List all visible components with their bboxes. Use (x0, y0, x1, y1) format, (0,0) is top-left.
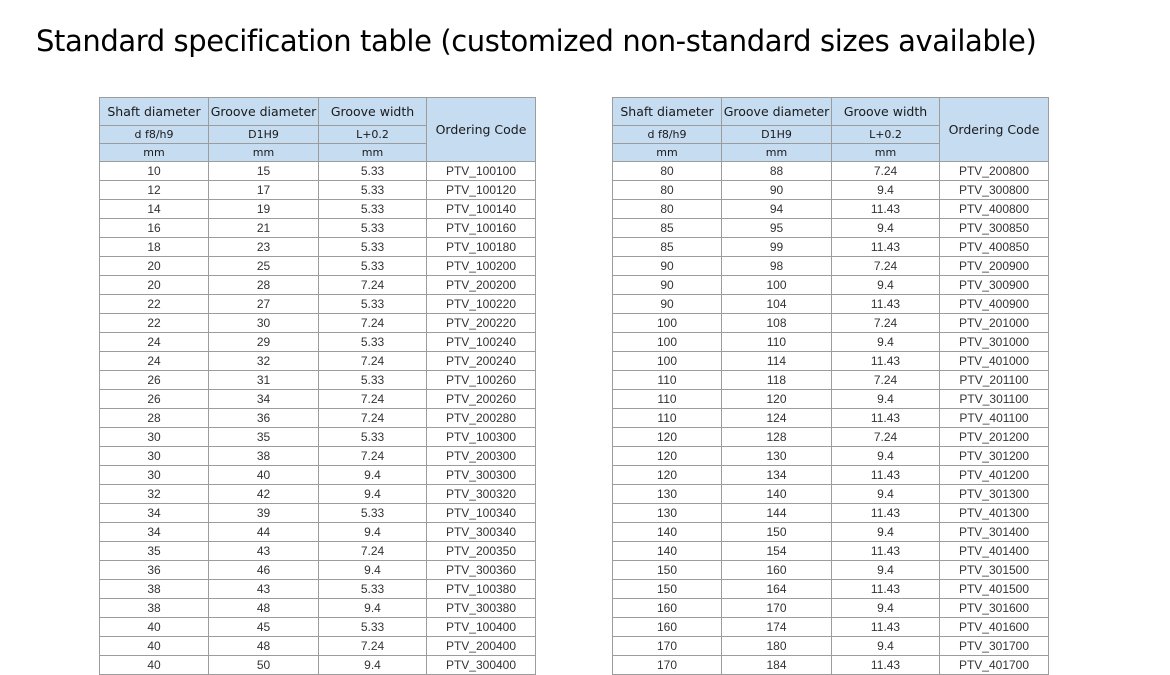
cell-groove-width: 11.43 (832, 618, 940, 637)
cell-shaft-diameter: 90 (613, 295, 722, 314)
cell-groove-width: 11.43 (832, 466, 940, 485)
cell-ordering-code: PTV_200240 (427, 352, 536, 371)
table-row (613, 466, 1049, 485)
cell-ordering-code: PTV_100160 (427, 219, 536, 238)
table-row (100, 409, 536, 428)
cell-groove-width: 11.43 (832, 200, 940, 219)
cell-groove-width: 9.4 (832, 276, 940, 295)
header-groove-width-tolerance: L+0.2 (319, 126, 427, 144)
cell-groove-width: 7.24 (319, 542, 427, 561)
cell-shaft-diameter: 120 (613, 447, 722, 466)
cell-shaft-diameter: 80 (613, 162, 722, 181)
table-row (100, 485, 536, 504)
header-unit: mm (100, 144, 209, 162)
cell-shaft-diameter: 38 (100, 599, 209, 618)
page-title: Standard specification table (customized non-standard sizes available) (36, 24, 1037, 58)
cell-groove-diameter: 98 (722, 257, 832, 276)
cell-groove-width: 5.33 (319, 580, 427, 599)
cell-groove-width: 7.24 (319, 637, 427, 656)
cell-ordering-code: PTV_401300 (940, 504, 1049, 523)
cell-groove-width: 7.24 (832, 371, 940, 390)
cell-groove-width: 9.4 (319, 656, 427, 675)
table-row (100, 162, 536, 181)
cell-ordering-code: PTV_200280 (427, 409, 536, 428)
cell-shaft-diameter: 100 (613, 352, 722, 371)
spec-table-body (100, 162, 536, 675)
cell-ordering-code: PTV_400900 (940, 295, 1049, 314)
cell-shaft-diameter: 30 (100, 447, 209, 466)
cell-ordering-code: PTV_100300 (427, 428, 536, 447)
cell-ordering-code: PTV_200200 (427, 276, 536, 295)
cell-groove-diameter: 110 (722, 333, 832, 352)
cell-ordering-code: PTV_100200 (427, 257, 536, 276)
table-row (613, 561, 1049, 580)
header-unit: mm (722, 144, 832, 162)
cell-groove-diameter: 120 (722, 390, 832, 409)
header-groove-width: Groove width (319, 98, 427, 126)
cell-groove-diameter: 43 (209, 580, 319, 599)
cell-groove-width: 5.33 (319, 371, 427, 390)
table-row (613, 618, 1049, 637)
table-row (100, 447, 536, 466)
cell-shaft-diameter: 160 (613, 618, 722, 637)
cell-groove-diameter: 34 (209, 390, 319, 409)
cell-groove-width: 5.33 (319, 238, 427, 257)
table-row (100, 371, 536, 390)
header-groove-width: Groove width (832, 98, 940, 126)
cell-groove-diameter: 180 (722, 637, 832, 656)
cell-groove-diameter: 88 (722, 162, 832, 181)
table-row (613, 485, 1049, 504)
cell-ordering-code: PTV_300360 (427, 561, 536, 580)
cell-shaft-diameter: 120 (613, 466, 722, 485)
cell-shaft-diameter: 34 (100, 504, 209, 523)
table-row (613, 656, 1049, 675)
cell-ordering-code: PTV_201100 (940, 371, 1049, 390)
table-row (613, 162, 1049, 181)
cell-ordering-code: PTV_300320 (427, 485, 536, 504)
spec-table-left (99, 97, 536, 675)
table-row (100, 181, 536, 200)
table-row (613, 352, 1049, 371)
cell-groove-width: 5.33 (319, 257, 427, 276)
cell-groove-diameter: 21 (209, 219, 319, 238)
cell-groove-width: 5.33 (319, 504, 427, 523)
cell-shaft-diameter: 170 (613, 656, 722, 675)
cell-shaft-diameter: 85 (613, 219, 722, 238)
cell-shaft-diameter: 14 (100, 200, 209, 219)
cell-ordering-code: PTV_400850 (940, 238, 1049, 257)
cell-groove-diameter: 164 (722, 580, 832, 599)
cell-groove-diameter: 154 (722, 542, 832, 561)
table-row (100, 656, 536, 675)
cell-groove-diameter: 48 (209, 637, 319, 656)
table-row (613, 219, 1049, 238)
cell-shaft-diameter: 90 (613, 276, 722, 295)
cell-groove-width: 11.43 (832, 295, 940, 314)
table-row (100, 352, 536, 371)
cell-groove-diameter: 29 (209, 333, 319, 352)
cell-groove-diameter: 39 (209, 504, 319, 523)
cell-groove-diameter: 25 (209, 257, 319, 276)
table-row (100, 314, 536, 333)
cell-ordering-code: PTV_301200 (940, 447, 1049, 466)
cell-groove-width: 9.4 (832, 181, 940, 200)
cell-ordering-code: PTV_301500 (940, 561, 1049, 580)
cell-groove-width: 9.4 (319, 466, 427, 485)
cell-groove-width: 7.24 (319, 352, 427, 371)
cell-shaft-diameter: 12 (100, 181, 209, 200)
cell-ordering-code: PTV_300300 (427, 466, 536, 485)
cell-groove-width: 11.43 (832, 504, 940, 523)
cell-groove-width: 7.24 (319, 409, 427, 428)
header-unit: mm (319, 144, 427, 162)
cell-shaft-diameter: 90 (613, 257, 722, 276)
cell-groove-width: 5.33 (319, 618, 427, 637)
cell-ordering-code: PTV_201200 (940, 428, 1049, 447)
cell-shaft-diameter: 30 (100, 466, 209, 485)
table-row (613, 181, 1049, 200)
cell-groove-diameter: 144 (722, 504, 832, 523)
cell-shaft-diameter: 38 (100, 580, 209, 599)
cell-groove-width: 9.4 (832, 599, 940, 618)
cell-groove-width: 9.4 (832, 637, 940, 656)
cell-ordering-code: PTV_400800 (940, 200, 1049, 219)
cell-shaft-diameter: 110 (613, 390, 722, 409)
cell-shaft-diameter: 16 (100, 219, 209, 238)
cell-groove-width: 9.4 (832, 485, 940, 504)
cell-ordering-code: PTV_200300 (427, 447, 536, 466)
cell-groove-diameter: 128 (722, 428, 832, 447)
cell-groove-diameter: 130 (722, 447, 832, 466)
cell-groove-diameter: 42 (209, 485, 319, 504)
cell-ordering-code: PTV_200260 (427, 390, 536, 409)
cell-shaft-diameter: 110 (613, 371, 722, 390)
cell-ordering-code: PTV_100340 (427, 504, 536, 523)
header-groove-diameter-tolerance: D1H9 (722, 126, 832, 144)
cell-groove-width: 9.4 (832, 333, 940, 352)
table-row (613, 580, 1049, 599)
cell-groove-width: 5.33 (319, 333, 427, 352)
cell-shaft-diameter: 40 (100, 637, 209, 656)
cell-groove-diameter: 100 (722, 276, 832, 295)
cell-groove-width: 7.24 (832, 314, 940, 333)
cell-groove-diameter: 174 (722, 618, 832, 637)
table-row (100, 542, 536, 561)
header-groove-diameter-tolerance: D1H9 (209, 126, 319, 144)
cell-ordering-code: PTV_100380 (427, 580, 536, 599)
cell-groove-diameter: 150 (722, 523, 832, 542)
cell-groove-diameter: 36 (209, 409, 319, 428)
header-groove-width-tolerance: L+0.2 (832, 126, 940, 144)
cell-groove-diameter: 104 (722, 295, 832, 314)
header-shaft-tolerance: d f8/h9 (100, 126, 209, 144)
cell-groove-width: 11.43 (832, 409, 940, 428)
cell-groove-diameter: 35 (209, 428, 319, 447)
cell-groove-diameter: 23 (209, 238, 319, 257)
cell-shaft-diameter: 18 (100, 238, 209, 257)
cell-groove-width: 11.43 (832, 238, 940, 257)
cell-ordering-code: PTV_201000 (940, 314, 1049, 333)
cell-ordering-code: PTV_100240 (427, 333, 536, 352)
cell-groove-width: 11.43 (832, 542, 940, 561)
table-row (100, 428, 536, 447)
cell-shaft-diameter: 160 (613, 599, 722, 618)
cell-groove-diameter: 28 (209, 276, 319, 295)
cell-ordering-code: PTV_200800 (940, 162, 1049, 181)
table-row (100, 295, 536, 314)
cell-groove-width: 7.24 (319, 390, 427, 409)
cell-ordering-code: PTV_100400 (427, 618, 536, 637)
cell-shaft-diameter: 34 (100, 523, 209, 542)
cell-groove-width: 9.4 (832, 561, 940, 580)
cell-groove-width: 9.4 (319, 561, 427, 580)
cell-ordering-code: PTV_300850 (940, 219, 1049, 238)
cell-groove-width: 5.33 (319, 428, 427, 447)
table-row (613, 390, 1049, 409)
cell-shaft-diameter: 30 (100, 428, 209, 447)
header-ordering-code: Ordering Code (427, 98, 536, 162)
table-row (100, 257, 536, 276)
cell-groove-diameter: 15 (209, 162, 319, 181)
cell-groove-diameter: 140 (722, 485, 832, 504)
cell-groove-width: 9.4 (832, 447, 940, 466)
cell-groove-width: 5.33 (319, 181, 427, 200)
spec-table-right (612, 97, 1049, 675)
cell-groove-width: 9.4 (832, 523, 940, 542)
cell-shaft-diameter: 10 (100, 162, 209, 181)
cell-ordering-code: PTV_100180 (427, 238, 536, 257)
cell-groove-diameter: 134 (722, 466, 832, 485)
cell-ordering-code: PTV_301700 (940, 637, 1049, 656)
cell-ordering-code: PTV_401500 (940, 580, 1049, 599)
cell-ordering-code: PTV_100100 (427, 162, 536, 181)
table-row (100, 599, 536, 618)
cell-shaft-diameter: 130 (613, 504, 722, 523)
table-row (100, 504, 536, 523)
header-unit: mm (832, 144, 940, 162)
cell-groove-diameter: 184 (722, 656, 832, 675)
cell-shaft-diameter: 100 (613, 333, 722, 352)
cell-shaft-diameter: 150 (613, 561, 722, 580)
cell-ordering-code: PTV_200900 (940, 257, 1049, 276)
table-row (613, 238, 1049, 257)
cell-ordering-code: PTV_301300 (940, 485, 1049, 504)
cell-groove-width: 11.43 (832, 656, 940, 675)
cell-groove-width: 9.4 (832, 390, 940, 409)
cell-ordering-code: PTV_100220 (427, 295, 536, 314)
cell-groove-diameter: 90 (722, 181, 832, 200)
table-row (613, 599, 1049, 618)
cell-shaft-diameter: 26 (100, 390, 209, 409)
cell-groove-diameter: 40 (209, 466, 319, 485)
cell-ordering-code: PTV_401200 (940, 466, 1049, 485)
table-row (613, 409, 1049, 428)
table-row (100, 561, 536, 580)
cell-shaft-diameter: 110 (613, 409, 722, 428)
cell-shaft-diameter: 80 (613, 181, 722, 200)
cell-groove-diameter: 32 (209, 352, 319, 371)
cell-ordering-code: PTV_301600 (940, 599, 1049, 618)
table-row (613, 504, 1049, 523)
cell-groove-diameter: 94 (722, 200, 832, 219)
cell-groove-width: 5.33 (319, 200, 427, 219)
cell-groove-diameter: 27 (209, 295, 319, 314)
cell-groove-width: 9.4 (319, 485, 427, 504)
table-row (613, 371, 1049, 390)
cell-shaft-diameter: 140 (613, 542, 722, 561)
cell-groove-diameter: 19 (209, 200, 319, 219)
cell-shaft-diameter: 22 (100, 314, 209, 333)
cell-groove-diameter: 48 (209, 599, 319, 618)
table-row (100, 466, 536, 485)
cell-shaft-diameter: 80 (613, 200, 722, 219)
cell-groove-width: 5.33 (319, 295, 427, 314)
header-unit: mm (613, 144, 722, 162)
cell-ordering-code: PTV_300800 (940, 181, 1049, 200)
cell-groove-diameter: 160 (722, 561, 832, 580)
table-row (100, 200, 536, 219)
table-row (613, 333, 1049, 352)
cell-shaft-diameter: 40 (100, 656, 209, 675)
cell-ordering-code: PTV_401000 (940, 352, 1049, 371)
header-unit: mm (209, 144, 319, 162)
cell-groove-width: 9.4 (319, 523, 427, 542)
header-shaft-diameter: Shaft diameter (613, 98, 722, 126)
cell-groove-diameter: 43 (209, 542, 319, 561)
cell-groove-width: 7.24 (319, 447, 427, 466)
cell-groove-diameter: 124 (722, 409, 832, 428)
header-groove-diameter: Groove diameter (209, 98, 319, 126)
table-row (613, 447, 1049, 466)
cell-ordering-code: PTV_301400 (940, 523, 1049, 542)
cell-groove-width: 7.24 (832, 162, 940, 181)
cell-shaft-diameter: 100 (613, 314, 722, 333)
cell-groove-width: 7.24 (319, 276, 427, 295)
header-shaft-diameter: Shaft diameter (100, 98, 209, 126)
table-row (613, 428, 1049, 447)
cell-groove-diameter: 118 (722, 371, 832, 390)
table-row (100, 618, 536, 637)
cell-groove-diameter: 170 (722, 599, 832, 618)
cell-groove-diameter: 30 (209, 314, 319, 333)
cell-ordering-code: PTV_200220 (427, 314, 536, 333)
cell-shaft-diameter: 32 (100, 485, 209, 504)
cell-groove-width: 7.24 (832, 428, 940, 447)
cell-groove-diameter: 17 (209, 181, 319, 200)
table-row (100, 637, 536, 656)
cell-groove-diameter: 114 (722, 352, 832, 371)
cell-groove-diameter: 31 (209, 371, 319, 390)
header-shaft-tolerance: d f8/h9 (613, 126, 722, 144)
cell-groove-diameter: 50 (209, 656, 319, 675)
header-ordering-code: Ordering Code (940, 98, 1049, 162)
table-row (100, 390, 536, 409)
cell-groove-width: 11.43 (832, 580, 940, 599)
table-row (100, 580, 536, 599)
cell-shaft-diameter: 130 (613, 485, 722, 504)
cell-groove-diameter: 45 (209, 618, 319, 637)
cell-groove-width: 9.4 (832, 219, 940, 238)
cell-shaft-diameter: 22 (100, 295, 209, 314)
cell-shaft-diameter: 20 (100, 257, 209, 276)
cell-groove-diameter: 99 (722, 238, 832, 257)
table-row (100, 276, 536, 295)
cell-ordering-code: PTV_100120 (427, 181, 536, 200)
cell-ordering-code: PTV_401400 (940, 542, 1049, 561)
cell-shaft-diameter: 140 (613, 523, 722, 542)
cell-ordering-code: PTV_401700 (940, 656, 1049, 675)
table-row (613, 314, 1049, 333)
cell-groove-width: 9.4 (319, 599, 427, 618)
cell-shaft-diameter: 150 (613, 580, 722, 599)
cell-shaft-diameter: 28 (100, 409, 209, 428)
cell-ordering-code: PTV_300900 (940, 276, 1049, 295)
cell-ordering-code: PTV_100140 (427, 200, 536, 219)
cell-shaft-diameter: 35 (100, 542, 209, 561)
cell-groove-diameter: 46 (209, 561, 319, 580)
header-groove-diameter: Groove diameter (722, 98, 832, 126)
table-row (613, 276, 1049, 295)
cell-shaft-diameter: 170 (613, 637, 722, 656)
cell-groove-diameter: 108 (722, 314, 832, 333)
cell-ordering-code: PTV_401100 (940, 409, 1049, 428)
cell-ordering-code: PTV_300380 (427, 599, 536, 618)
cell-groove-width: 11.43 (832, 352, 940, 371)
cell-shaft-diameter: 36 (100, 561, 209, 580)
table-row (613, 542, 1049, 561)
cell-ordering-code: PTV_200350 (427, 542, 536, 561)
cell-groove-width: 7.24 (319, 314, 427, 333)
cell-groove-diameter: 44 (209, 523, 319, 542)
cell-groove-width: 5.33 (319, 219, 427, 238)
cell-ordering-code: PTV_300400 (427, 656, 536, 675)
cell-shaft-diameter: 120 (613, 428, 722, 447)
cell-groove-diameter: 95 (722, 219, 832, 238)
cell-ordering-code: PTV_300340 (427, 523, 536, 542)
table-row (613, 200, 1049, 219)
table-row (613, 257, 1049, 276)
cell-ordering-code: PTV_200400 (427, 637, 536, 656)
cell-shaft-diameter: 24 (100, 333, 209, 352)
cell-groove-width: 7.24 (832, 257, 940, 276)
table-row (100, 219, 536, 238)
cell-groove-diameter: 38 (209, 447, 319, 466)
cell-groove-width: 5.33 (319, 162, 427, 181)
table-row (100, 523, 536, 542)
cell-ordering-code: PTV_100260 (427, 371, 536, 390)
table-row (613, 295, 1049, 314)
cell-ordering-code: PTV_301100 (940, 390, 1049, 409)
cell-shaft-diameter: 85 (613, 238, 722, 257)
cell-shaft-diameter: 26 (100, 371, 209, 390)
cell-shaft-diameter: 40 (100, 618, 209, 637)
cell-shaft-diameter: 20 (100, 276, 209, 295)
table-row (100, 238, 536, 257)
spec-table-body (613, 162, 1049, 675)
cell-shaft-diameter: 24 (100, 352, 209, 371)
cell-ordering-code: PTV_401600 (940, 618, 1049, 637)
table-row (100, 333, 536, 352)
table-row (613, 523, 1049, 542)
cell-ordering-code: PTV_301000 (940, 333, 1049, 352)
table-row (613, 637, 1049, 656)
